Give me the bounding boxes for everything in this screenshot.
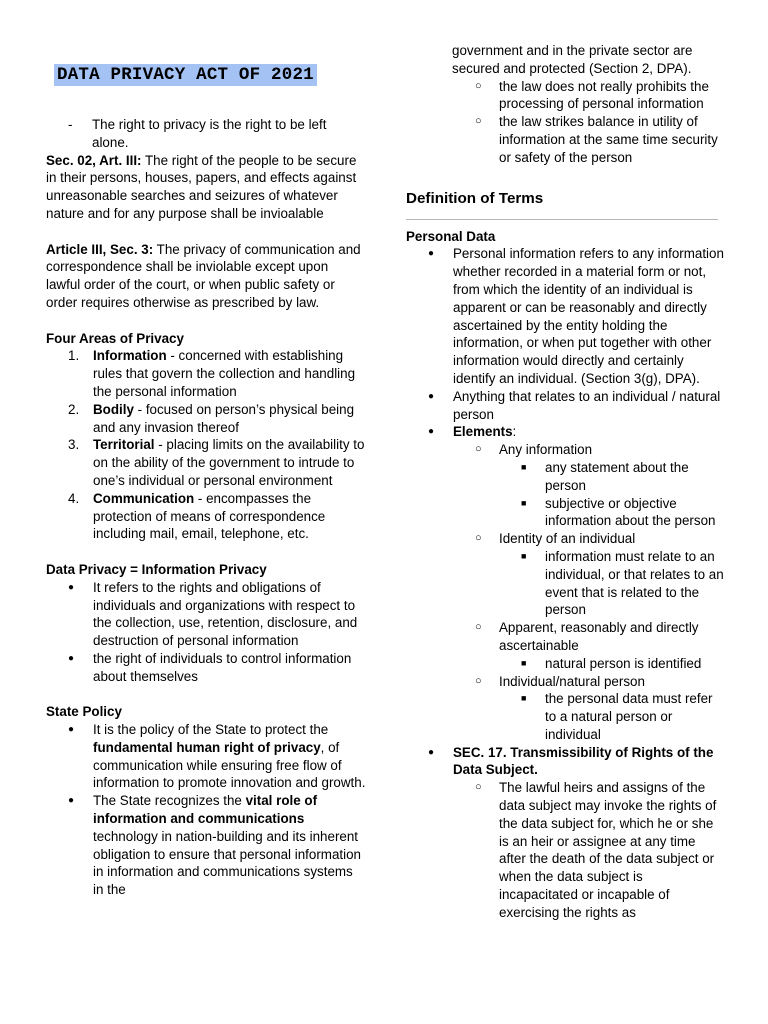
list-item: ■ the personal data must refer to a natural person or individual bbox=[499, 690, 724, 743]
list-item: ● It refers to the rights and obligations of individuals and organizations with respect to the collection, use, retention, disclosure, and destruction of personal information bbox=[46, 579, 366, 650]
list-item: ○ The lawful heirs and assigns of the data subject may invoke the rights of the data subject for, which he or she is an heir or assignee at any time after the death of the data subject or when the data subject is incapacitated or incapable of exercising the rights as bbox=[453, 779, 724, 921]
element-identity: ○ Identity of an individual ■ information must relate to an individual, or that relates to an event that is related to the person bbox=[453, 530, 724, 619]
left-column bbox=[46, 0, 366, 899]
state-policy-item-1: ● It is the policy of the State to protect the fundamental human right of privacy, of communication while ensuring free flow of information to promote innovation and growth. bbox=[46, 721, 366, 792]
right-column bbox=[406, 42, 724, 922]
elements-sublist bbox=[453, 441, 724, 744]
sec17-item: ● SEC. 17. Transmissibility of Rights of the Data Subject. ○ The lawful heirs and assigns of the data subject may invoke the rights of the data subject for, which he or she is an heir or assignee at any time after the death of the data subject or when the data subject is incapacitated or incapable of exercising the rights as bbox=[406, 744, 724, 922]
element-any-information: ○ Any information ■ any statement about the person ■ subjective or objective information about the person bbox=[453, 441, 724, 530]
divider bbox=[406, 219, 718, 220]
continued-text: government and in the private sector are secured and protected (Section 2, DPA). bbox=[452, 43, 693, 76]
data-privacy-heading: Data Privacy = Information Privacy bbox=[46, 561, 267, 577]
sec02-label: Sec. 02, Art. III: bbox=[46, 152, 142, 168]
title-wrap bbox=[46, 0, 366, 86]
sec02-paragraph bbox=[46, 152, 366, 223]
personal-data-heading: Personal Data bbox=[406, 228, 496, 244]
state-policy-heading: State Policy bbox=[46, 704, 122, 720]
state-policy-item-2: ● The State recognizes the vital role of information and communications technology in nation-building and its inherent obligation to ensure that personal information in information and communications systems in the bbox=[46, 792, 366, 899]
intro-list bbox=[46, 116, 366, 152]
list-item: ■ subjective or objective information about the person bbox=[499, 495, 724, 531]
list-item: ● the right of individuals to control information about themselves bbox=[46, 650, 366, 686]
list-item: ● Anything that relates to an individual / natural person bbox=[406, 388, 724, 424]
elements-item: ● Elements: ○ Any information ■ any statement about the person ■ subjective or objective information about the person ○ Identity of an individual ■ information must relate to an individual, or that relates to an event that is related to the person ○ Apparent, reasonably and directly ascertainable ■ natural person is identified ○ Individual/natural person ■ the personal data must refer to a natural person or individual bbox=[406, 423, 724, 743]
personal-data-list bbox=[406, 245, 724, 921]
four-areas-list bbox=[46, 347, 366, 543]
list-item: ○ the law strikes balance in utility of information at the same time security or safety of the person bbox=[453, 113, 724, 166]
continued-sublist bbox=[406, 78, 724, 167]
area-item-information: 1. Information - concerned with establishing rules that govern the collection and handling the personal information bbox=[68, 348, 356, 399]
state-policy-list bbox=[46, 721, 366, 899]
intro-dash-item: - The right to privacy is the right to be left alone. bbox=[46, 116, 366, 152]
area-item-communication: 4. Communication - encompasses the protection of means of correspondence including mail, email, telephone, etc. bbox=[68, 490, 326, 542]
page-title: DATA PRIVACY ACT OF 2021 bbox=[54, 64, 317, 86]
list-item: ■ information must relate to an individual, or that relates to an event that is related to the person bbox=[499, 548, 724, 619]
list-item: ■ any statement about the person bbox=[499, 459, 724, 495]
art3-paragraph bbox=[46, 241, 366, 312]
list-item: ■ natural person is identified bbox=[499, 655, 724, 673]
definition-of-terms-heading: Definition of Terms bbox=[406, 189, 544, 207]
element-natural-person: ○ Individual/natural person ■ the personal data must refer to a natural person or individual bbox=[453, 673, 724, 744]
area-item-bodily: 2. Bodily - focused on person’s physical being and any invasion thereof bbox=[68, 401, 355, 435]
list-item: ● Personal information refers to any information whether recorded in a material form or not, from which the identity of an individual is apparent or can be reasonably and directly ascertained by the entity holding the information, or when put together with other information would directly and certainly identify an individual. (Section 3(g), DPA). bbox=[406, 245, 724, 387]
element-apparent: ○ Apparent, reasonably and directly ascertainable ■ natural person is identified bbox=[453, 619, 724, 672]
art3-label: Article III, Sec. 3: bbox=[46, 241, 154, 257]
four-areas-heading: Four Areas of Privacy bbox=[46, 330, 184, 346]
area-item-territorial: 3. Territorial - placing limits on the availability to on the ability of the government to intrude to one’s individual or personal environment bbox=[68, 437, 365, 488]
data-privacy-list bbox=[46, 579, 366, 686]
art3-text: The privacy of communication and correspondence shall be inviolable except upon lawful order of the court, or when public safety or order requires otherwise as prescribed by law. bbox=[46, 241, 361, 310]
sec02-text: The right of the people to be secure in their persons, houses, papers, and effects against unreasonable searches and seizures of whatever nature and for any purpose shall be invioalable bbox=[46, 152, 357, 221]
list-item: ○ the law does not really prohibits the processing of personal information bbox=[453, 78, 724, 114]
